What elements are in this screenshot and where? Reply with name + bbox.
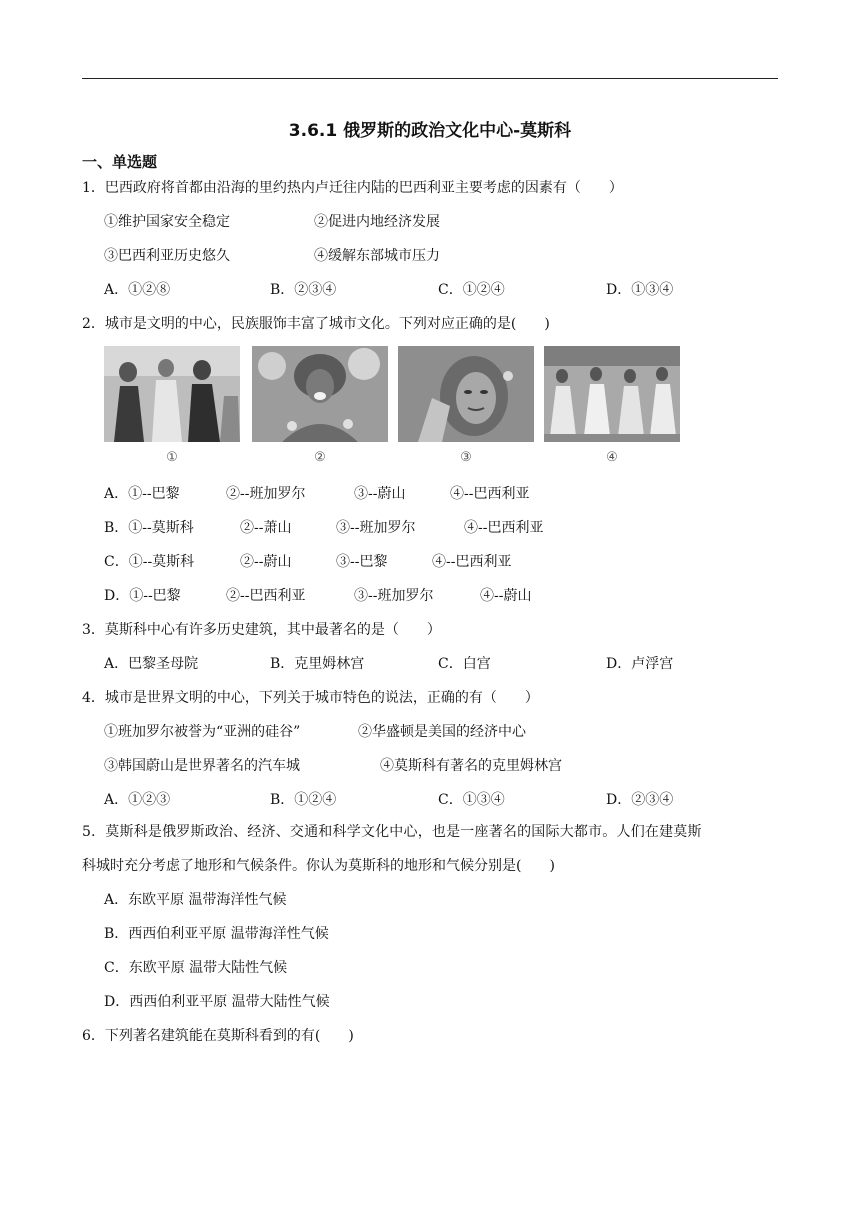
costume-photo-2 (252, 346, 388, 442)
q1-item-1: ①维护国家安全稳定 (104, 214, 230, 230)
q5-option-a[interactable]: A．东欧平原 温带海洋性气候 (104, 892, 287, 908)
photo-label-1: ① (166, 450, 178, 465)
section-heading: 一、单选题 (82, 153, 158, 171)
question-6-stem: 6．下列著名建筑能在莫斯科看到的有( ) (82, 1028, 354, 1044)
photo-label-4: ④ (606, 450, 618, 465)
q2-option-b-part3: ③--班加罗尔 (336, 520, 416, 536)
photo-label-2: ② (314, 450, 326, 465)
question-3-stem: 3．莫斯科中心有许多历史建筑，其中最著名的是（ ） (82, 622, 441, 638)
q3-option-d[interactable]: D．卢浮宫 (606, 656, 674, 672)
q1-item-3: ③巴西利亚历史悠久 (104, 248, 230, 264)
question-5-stem-line1: 5．莫斯科是俄罗斯政治、经济、交通和科学文化中心，也是一座著名的国际大都市。人们在建莫斯 (82, 824, 702, 840)
q5-option-c[interactable]: C．东欧平原 温带大陆性气候 (104, 960, 288, 976)
q5-option-b[interactable]: B．西西伯利亚平原 温带海洋性气候 (104, 926, 329, 942)
q5-option-d[interactable]: D．西西伯利亚平原 温带大陆性气候 (104, 994, 330, 1010)
q2-option-b-part2: ②--萧山 (240, 520, 292, 536)
q2-option-b-part1[interactable]: B．①--莫斯科 (104, 520, 194, 536)
page-title: 3.6.1 俄罗斯的政治文化中心-莫斯科 (288, 121, 572, 141)
q2-option-d-part3: ③--班加罗尔 (354, 588, 434, 604)
costume-photo-4 (544, 346, 680, 442)
q2-option-c-part4: ④--巴西利亚 (432, 554, 512, 570)
q1-item-4: ④缓解东部城市压力 (314, 248, 440, 264)
q4-item-2: ②华盛顿是美国的经济中心 (358, 724, 526, 740)
question-5-stem-line2: 科城时充分考虑了地形和气候条件。你认为莫斯科的地形和气候分别是( ) (82, 858, 555, 874)
q2-option-d-part1[interactable]: D．①--巴黎 (104, 588, 181, 604)
q2-option-c-part1[interactable]: C．①--莫斯科 (104, 554, 195, 570)
header-rule (82, 78, 778, 79)
costume-photo-3 (398, 346, 534, 442)
q3-option-b[interactable]: B．克里姆林宫 (270, 656, 365, 672)
q2-option-b-part4: ④--巴西利亚 (464, 520, 544, 536)
q4-item-1: ①班加罗尔被誉为“亚洲的硅谷” (104, 724, 301, 740)
photo-label-3: ③ (460, 450, 472, 465)
q4-option-c[interactable]: C．①③④ (438, 792, 505, 808)
q2-option-c-part3: ③--巴黎 (336, 554, 388, 570)
question-2-stem: 2．城市是文明的中心，民族服饰丰富了城市文化。下列对应正确的是( ) (82, 316, 550, 332)
q2-option-d-part4: ④--蔚山 (480, 588, 532, 604)
q2-option-d-part2: ②--巴西利亚 (226, 588, 306, 604)
question-4-stem: 4．城市是世界文明的中心，下列关于城市特色的说法，正确的有（ ） (82, 690, 539, 706)
q4-item-3: ③韩国蔚山是世界著名的汽车城 (104, 758, 300, 774)
q3-option-c[interactable]: C．白宫 (438, 656, 491, 672)
q1-option-c[interactable]: C．①②④ (438, 282, 505, 298)
q2-option-a-part1[interactable]: A．①--巴黎 (104, 486, 180, 502)
q4-option-b[interactable]: B．①②④ (270, 792, 337, 808)
q2-option-c-part2: ②--蔚山 (240, 554, 292, 570)
question-1-stem: 1．巴西政府将首都由沿海的里约热内卢迁往内陆的巴西利亚主要考虑的因素有（ ） (82, 180, 623, 196)
q4-option-d[interactable]: D．②③④ (606, 792, 674, 808)
costume-photo-1 (104, 346, 240, 442)
q1-option-b[interactable]: B．②③④ (270, 282, 337, 298)
q1-option-a[interactable]: A．①②⑧ (104, 282, 171, 298)
q2-option-a-part4: ④--巴西利亚 (450, 486, 530, 502)
q4-item-4: ④莫斯科有著名的克里姆林宫 (380, 758, 562, 774)
q1-item-2: ②促进内地经济发展 (314, 214, 440, 230)
q3-option-a[interactable]: A．巴黎圣母院 (104, 656, 199, 672)
q2-option-a-part3: ③--蔚山 (354, 486, 406, 502)
q4-option-a[interactable]: A．①②③ (104, 792, 171, 808)
q2-option-a-part2: ②--班加罗尔 (226, 486, 306, 502)
q1-option-d[interactable]: D．①③④ (606, 282, 674, 298)
